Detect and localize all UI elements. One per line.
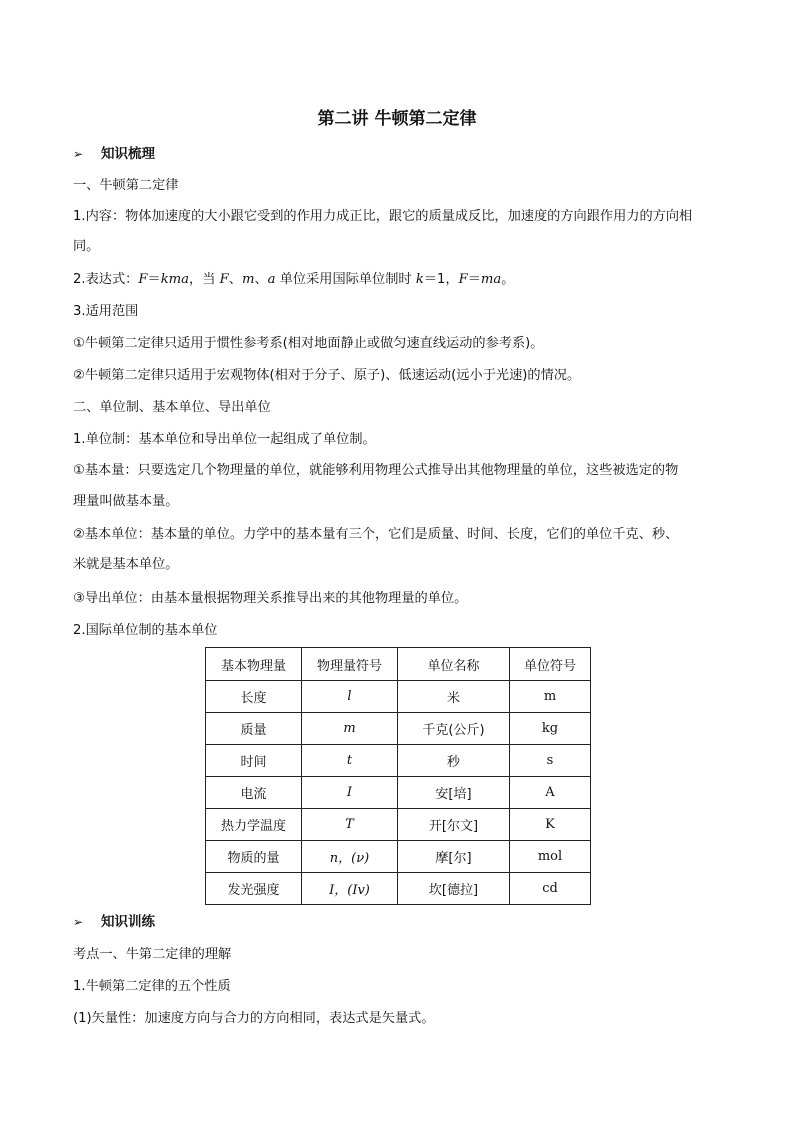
quantity-cell: 电流 bbox=[206, 777, 302, 809]
expr-text: 、 bbox=[228, 272, 242, 287]
unit-name-cell: 安[培] bbox=[398, 777, 510, 809]
unit-name-cell: 秒 bbox=[398, 745, 510, 777]
unit-symbol-cell: mol bbox=[510, 841, 591, 873]
table-row bbox=[206, 713, 591, 745]
expr-symbol-m: m bbox=[241, 272, 255, 287]
unit-name-cell: 千克(公斤) bbox=[398, 713, 510, 745]
unit-name-cell: 摩[尔] bbox=[398, 841, 510, 873]
section-heading-knowledge-review bbox=[73, 144, 733, 164]
table-header-cell: 基本物理量 bbox=[206, 648, 302, 681]
quantity-cell: 长度 bbox=[206, 681, 302, 713]
quantity-cell: 物质的量 bbox=[206, 841, 302, 873]
expr-text: ＝ bbox=[147, 272, 161, 287]
unit-symbol-cell: m bbox=[510, 681, 591, 713]
five-properties-line: 1.牛顿第二定律的五个性质 bbox=[73, 979, 231, 994]
base-quantity-line1: ①基本量：只要选定几个物理量的单位，就能够利用物理公式推导出其他物理量的单位，这些被选定的物 bbox=[73, 463, 679, 478]
expr-text: ＝1， bbox=[423, 272, 459, 287]
expr-symbol-F: F bbox=[138, 272, 148, 287]
symbol-cell: t bbox=[302, 745, 398, 777]
base-quantity-line2: 理量叫做基本量。 bbox=[73, 494, 179, 509]
unit-name-cell: 开[尔文] bbox=[398, 809, 510, 841]
scope-item-2: ②牛顿第二定律只适用于宏观物体(相对于分子、原子)、低速运动(远小于光速)的情况。 bbox=[73, 368, 581, 383]
topic-one-heading: 考点一、牛第二定律的理解 bbox=[73, 947, 232, 962]
unit-name-cell: 坎[德拉] bbox=[398, 873, 510, 905]
page-title: 第二讲 牛顿第二定律 bbox=[317, 109, 477, 129]
unit-system-definition: 1.单位制：基本单位和导出单位一起组成了单位制。 bbox=[73, 432, 376, 447]
section-heading-label: 知识梳理 bbox=[101, 146, 155, 162]
heading-unit-system: 二、单位制、基本单位、导出单位 bbox=[73, 400, 271, 415]
table-row bbox=[206, 873, 591, 905]
scope-item-1: ①牛顿第二定律只适用于惯性参考系(相对地面静止或做匀速直线运动的参考系)。 bbox=[73, 336, 544, 351]
scope-heading: 3.适用范围 bbox=[73, 304, 139, 319]
expr-symbol-a: a bbox=[267, 272, 276, 287]
expr-text: 2.表达式： bbox=[73, 272, 139, 287]
unit-symbol-cell: s bbox=[510, 745, 591, 777]
table-header-cell: 单位符号 bbox=[510, 648, 591, 681]
quantity-cell: 时间 bbox=[206, 745, 302, 777]
content-paragraph-line2: 同。 bbox=[73, 239, 100, 254]
base-unit-line1: ②基本单位：基本量的单位。力学中的基本量有三个，它们是质量、时间、长度，它们的单位千克、秒、 bbox=[73, 527, 679, 542]
expr-symbol-F: F bbox=[458, 272, 468, 287]
expr-symbol-F: F bbox=[219, 272, 229, 287]
quantity-cell: 质量 bbox=[206, 713, 302, 745]
section-heading-label: 知识训练 bbox=[101, 914, 155, 930]
table-row bbox=[206, 745, 591, 777]
unit-symbol-cell: kg bbox=[510, 713, 591, 745]
symbol-cell: T bbox=[302, 809, 398, 841]
symbol-cell: l bbox=[302, 681, 398, 713]
expr-symbol-k: k bbox=[415, 272, 424, 287]
arrow-bullet-icon: ➢ bbox=[73, 147, 84, 161]
unit-name-cell: 米 bbox=[398, 681, 510, 713]
unit-symbol-cell: A bbox=[510, 777, 591, 809]
quantity-cell: 热力学温度 bbox=[206, 809, 302, 841]
symbol-cell: m bbox=[302, 713, 398, 745]
expression-paragraph bbox=[73, 270, 733, 290]
table-row bbox=[206, 809, 591, 841]
vector-property-line: (1)矢量性：加速度方向与合力的方向相同，表达式是矢量式。 bbox=[73, 1011, 435, 1026]
expr-text: 。 bbox=[501, 272, 515, 287]
expr-text: ＝ bbox=[467, 272, 481, 287]
symbol-cell: I bbox=[302, 777, 398, 809]
table-header-row bbox=[206, 648, 591, 681]
expr-symbol-ma: ma bbox=[480, 272, 502, 287]
base-unit-line2: 米就是基本单位。 bbox=[73, 557, 179, 572]
si-table-heading: 2.国际单位制的基本单位 bbox=[73, 623, 218, 638]
unit-symbol-cell: cd bbox=[510, 873, 591, 905]
expr-text: 、 bbox=[254, 272, 268, 287]
expr-symbol-kma: kma bbox=[160, 272, 190, 287]
table-row bbox=[206, 681, 591, 713]
section-heading-knowledge-training bbox=[73, 912, 733, 932]
expr-text: 单位采用国际单位制时 bbox=[275, 272, 416, 287]
table-row bbox=[206, 841, 591, 873]
content-paragraph-line1: 1.内容：物体加速度的大小跟它受到的作用力成正比，跟它的质量成反比，加速度的方向跟作用力的方向相 bbox=[73, 209, 693, 224]
heading-newton-second-law: 一、牛顿第二定律 bbox=[73, 178, 179, 193]
symbol-cell: n，(ν) bbox=[302, 841, 398, 873]
derived-unit-line: ③导出单位：由基本量根据物理关系推导出来的其他物理量的单位。 bbox=[73, 591, 468, 606]
table-header-cell: 单位名称 bbox=[398, 648, 510, 681]
expr-text: ，当 bbox=[189, 272, 220, 287]
table-header-cell: 物理量符号 bbox=[302, 648, 398, 681]
arrow-bullet-icon: ➢ bbox=[73, 915, 84, 929]
table-row bbox=[206, 777, 591, 809]
symbol-cell: I，(Iv) bbox=[302, 873, 398, 905]
unit-symbol-cell: K bbox=[510, 809, 591, 841]
si-base-units-table bbox=[205, 647, 591, 905]
quantity-cell: 发光强度 bbox=[206, 873, 302, 905]
